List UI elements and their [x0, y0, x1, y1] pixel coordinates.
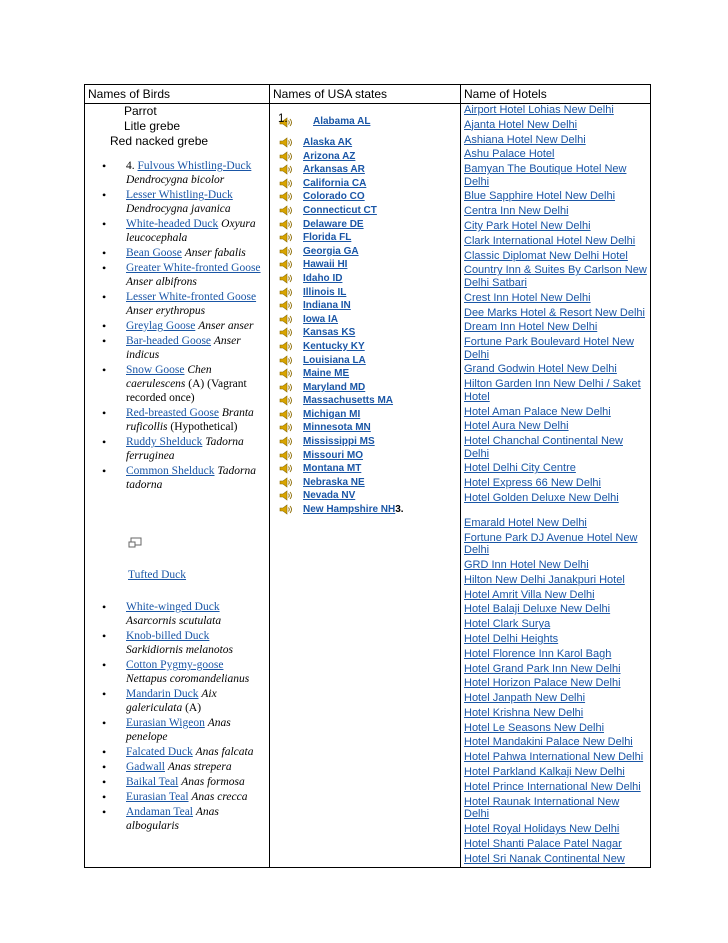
hotel-item [464, 751, 647, 764]
hotel-link[interactable]: Hotel Clark Surya [464, 618, 551, 631]
bird-link[interactable]: Bean Goose [126, 247, 182, 259]
missing-image-icon [88, 532, 266, 562]
speaker-icon[interactable] [279, 382, 293, 393]
state-item [273, 354, 457, 368]
state-item [273, 258, 457, 272]
hotel-item [464, 205, 647, 218]
state-link[interactable]: Minnesota MN [303, 422, 371, 434]
hotel-item [464, 307, 647, 320]
hotel-link[interactable]: Hotel Amrit Villa New Delhi [464, 588, 595, 601]
bird-item [88, 600, 266, 628]
bird-plain: Red nacked grebe [110, 134, 209, 148]
state-item [273, 340, 457, 354]
hotel-link[interactable]: Blue Sapphire Hotel New Delhi [464, 190, 616, 203]
speaker-icon[interactable] [279, 178, 293, 189]
bird-link[interactable]: Cotton Pygmy-goose [126, 659, 224, 671]
speaker-icon[interactable] [279, 327, 293, 338]
speaker-icon[interactable] [279, 490, 293, 501]
state-link[interactable]: Nevada NV [303, 490, 356, 502]
state-link[interactable]: Idaho ID [303, 272, 343, 284]
hotel-link[interactable]: Airport Hotel Lohias New Delhi [464, 104, 614, 116]
hotel-list-b [464, 517, 647, 865]
state-item [273, 408, 457, 422]
state-tail-number: 3. [395, 504, 404, 516]
state-item [273, 476, 457, 490]
bird-link[interactable]: White-winged Duck [126, 601, 220, 613]
bird-scientific-name: Anas falcata [195, 746, 254, 758]
bird-scientific-name: Anas formosa [181, 776, 245, 788]
hotel-link[interactable]: Ashiana Hotel New Delhi [464, 133, 586, 146]
hotel-item [464, 163, 647, 188]
state-link[interactable]: Arkansas AR [303, 164, 365, 176]
bird-scientific-name: Anser erythropus [126, 305, 206, 317]
bird-item [88, 406, 266, 434]
speaker-icon[interactable] [279, 151, 293, 162]
hotel-link[interactable]: Hotel Parkland Kalkaji New Delhi [464, 766, 625, 779]
hotel-item [464, 796, 647, 821]
state-item [273, 177, 457, 191]
state-link[interactable]: Iowa IA [303, 313, 339, 325]
hotel-link[interactable]: Hotel Chanchal Continental New Delhi [464, 435, 623, 460]
state-item [273, 136, 457, 150]
state-item [273, 313, 457, 327]
state-link[interactable]: Maine ME [303, 368, 350, 380]
bird-number: 4. [126, 160, 138, 172]
speaker-icon[interactable] [279, 259, 293, 270]
speaker-icon[interactable] [279, 219, 293, 230]
bird-item [88, 805, 266, 833]
hotel-link[interactable]: Dee Marks Hotel & Resort New Delhi [464, 306, 645, 319]
speaker-icon[interactable] [279, 409, 293, 420]
state-item [273, 218, 457, 232]
speaker-icon[interactable] [279, 232, 293, 243]
bird-item [88, 363, 266, 405]
hotel-link[interactable]: Hotel Horizon Palace New Delhi [464, 677, 621, 690]
header-birds: Names of Birds [85, 85, 270, 104]
state-link[interactable]: New Hampshire NH [303, 504, 396, 516]
hotel-link[interactable]: Hotel Krishna New Delhi [464, 706, 584, 719]
hotel-item [464, 663, 647, 676]
hotel-item [464, 148, 647, 161]
bird-item [88, 290, 266, 318]
state-item [273, 326, 457, 340]
bird-item [88, 261, 266, 289]
bird-item [88, 745, 266, 759]
state-link[interactable]: Hawaii HI [303, 259, 348, 271]
states-list [273, 136, 457, 517]
state-link[interactable]: Louisiana LA [303, 354, 366, 366]
hotel-link[interactable]: Hilton Garden Inn New Delhi / Saket Hotel [464, 378, 641, 403]
hotel-link[interactable]: GRD Inn Hotel New Delhi [464, 558, 589, 571]
hotel-link[interactable]: Ajanta Hotel New Delhi [464, 118, 578, 131]
bird-link[interactable]: Gadwall [126, 761, 165, 773]
state-link[interactable]: Nebraska NE [303, 476, 365, 488]
state-item [273, 421, 457, 435]
hotel-item [464, 618, 647, 631]
state-link[interactable]: Florida FL [303, 232, 352, 244]
state-item [273, 299, 457, 313]
speaker-icon[interactable] [279, 436, 293, 447]
bird-link[interactable]: Common Shelduck [126, 465, 215, 477]
hotel-item [464, 823, 647, 836]
hotel-link[interactable]: Hotel Raunak International New Delhi [464, 795, 620, 821]
state-item [273, 272, 457, 286]
hotel-link[interactable]: Classic Diplomat New Delhi Hotel [464, 249, 628, 262]
hotel-item [464, 220, 647, 233]
state-item [273, 503, 457, 517]
bird-scientific-name: Dendrocygna bicolor [126, 174, 225, 186]
birds-cell [85, 104, 270, 868]
hotel-link[interactable]: Centra Inn New Delhi [464, 205, 569, 218]
bird-plain: Parrot [124, 104, 157, 118]
bird-item [88, 159, 266, 187]
header-hotels: Name of Hotels [461, 85, 651, 104]
state-link[interactable]: Alabama AL [313, 116, 371, 127]
state-link[interactable]: Montana MT [303, 463, 362, 475]
hotel-link[interactable]: Hotel Shanti Palace Patel Nagar [464, 837, 622, 850]
hotel-item [464, 134, 647, 147]
bird-scientific-name: Nettapus coromandelianus [126, 673, 250, 685]
bird-scientific-name: Anas penelope [126, 717, 231, 743]
header-states: Names of USA states [270, 85, 461, 104]
bird-item [88, 760, 266, 774]
header-row [85, 85, 651, 104]
bird-item [88, 687, 266, 715]
speaker-icon[interactable] [279, 164, 293, 175]
bird-scientific-name: Oxyura leucocephala [126, 218, 256, 244]
hotel-item [464, 633, 647, 646]
hotel-link[interactable]: Hotel Delhi City Centre [464, 462, 576, 475]
state-first-row [273, 104, 457, 136]
state-item [273, 245, 457, 259]
hotel-link[interactable]: Hotel Janpath New Delhi [464, 692, 586, 705]
hotel-item [464, 378, 647, 403]
tufted-duck-link[interactable]: Tufted Duck [128, 569, 187, 581]
hotel-item [464, 420, 647, 433]
state-item [273, 449, 457, 463]
hotel-link[interactable]: Hotel Aura New Delhi [464, 420, 569, 433]
state-link[interactable]: Illinois IL [303, 286, 347, 298]
hotel-item [464, 435, 647, 460]
state-link[interactable]: Massachusetts MA [303, 395, 394, 407]
hotel-item [464, 707, 647, 720]
hotel-item [464, 648, 647, 661]
hotel-link[interactable]: Bamyan The Boutique Hotel New Delhi [464, 163, 627, 188]
bird-item [88, 464, 266, 492]
speaker-icon[interactable] [279, 137, 293, 148]
state-item [273, 381, 457, 395]
speaker-icon[interactable] [279, 450, 293, 461]
hotel-link[interactable]: Hotel Balaji Deluxe New Delhi [464, 603, 611, 616]
hotel-item [464, 574, 647, 587]
bird-note: (A) [182, 702, 202, 714]
state-link[interactable]: California CA [303, 177, 367, 189]
hotel-item [464, 492, 647, 505]
bird-note: (A) (Vagrant recorded once) [126, 378, 247, 404]
state-item [273, 204, 457, 218]
state-link[interactable]: Colorado CO [303, 191, 365, 203]
hotel-link[interactable]: City Park Hotel New Delhi [464, 220, 591, 233]
speaker-icon[interactable] [279, 205, 293, 216]
speaker-icon[interactable] [279, 355, 293, 366]
bird-link[interactable]: Fulvous Whistling-Duck [137, 160, 252, 172]
bird-item [88, 334, 266, 362]
bird-link[interactable]: Knob-billed Duck [126, 630, 210, 642]
bird-link[interactable]: White-headed Duck [126, 218, 219, 230]
hotel-link[interactable]: Hotel Grand Park Inn New Delhi [464, 662, 621, 675]
state-item [273, 367, 457, 381]
state-link[interactable]: Kansas KS [303, 327, 356, 339]
bird-scientific-name: Anas strepera [167, 761, 232, 773]
bird-item [88, 629, 266, 657]
bird-scientific-name: Tadorna ferruginea [126, 436, 244, 462]
bird-link[interactable]: Red-breasted Goose [126, 407, 219, 419]
hotel-link[interactable]: Grand Godwin Hotel New Delhi [464, 363, 617, 376]
hotel-link[interactable]: Hotel Royal Holidays New Delhi [464, 822, 620, 835]
hotel-item [464, 517, 647, 530]
bird-item [88, 790, 266, 804]
bird-list-b [88, 600, 266, 833]
bird-item [88, 716, 266, 744]
hotel-link[interactable]: Hotel Sri Nanak Continental New [464, 852, 625, 865]
bird-scientific-name: Anser anser [198, 320, 254, 332]
hotel-link[interactable]: Hotel Pahwa International New Delhi [464, 751, 644, 764]
bird-scientific-name: Anas crecca [191, 791, 248, 803]
bird-scientific-name: Chen caerulescens [126, 364, 212, 390]
tufted-duck-link-row [88, 568, 266, 590]
bird-scientific-name: Anser fabalis [184, 247, 246, 259]
state-link[interactable]: Michigan MI [303, 408, 361, 420]
bird-link[interactable]: Andaman Teal [126, 806, 194, 818]
bird-link[interactable]: Eurasian Teal [126, 791, 189, 803]
hotel-link[interactable]: Hotel Aman Palace New Delhi [464, 405, 611, 418]
speaker-icon[interactable] [279, 341, 293, 352]
hotel-item [464, 406, 647, 419]
hotel-item [464, 104, 647, 117]
hotel-item [464, 736, 647, 749]
states-cell [270, 104, 461, 868]
hotel-item [464, 603, 647, 616]
hotel-link[interactable]: Clark International Hotel New Delhi [464, 234, 636, 247]
bird-item [88, 217, 266, 245]
hotel-item [464, 559, 647, 572]
state-item [273, 394, 457, 408]
speaker-icon[interactable] [279, 314, 293, 325]
hotel-item [464, 838, 647, 851]
hotel-item [464, 190, 647, 203]
state-number: 1. [278, 113, 288, 125]
bird-item [88, 319, 266, 333]
bird-link[interactable]: Bar-headed Goose [126, 335, 212, 347]
hotel-link[interactable]: Country Inn & Suites By Carlson New Delhi Satbari [464, 264, 647, 289]
hotel-link[interactable]: Emarald Hotel New Delhi [464, 516, 587, 529]
hotel-link[interactable]: Hotel Le Seasons New Delhi [464, 721, 605, 734]
bird-plain: Litle grebe [124, 119, 181, 133]
bird-scientific-name: Branta ruficollis [126, 407, 254, 433]
hotel-item [464, 766, 647, 779]
hotel-item [464, 692, 647, 705]
bird-link[interactable]: Falcated Duck [126, 746, 193, 758]
hotel-list-a [464, 104, 647, 505]
hotel-link[interactable]: Hotel Mandakini Palace New Delhi [464, 736, 633, 749]
bird-link[interactable]: Eurasian Wigeon [126, 717, 205, 729]
state-link[interactable]: Georgia GA [303, 245, 359, 257]
bird-note: (Hypothetical) [167, 421, 238, 433]
bird-list-a [88, 159, 266, 492]
main-table [84, 84, 651, 868]
bird-scientific-name: Aix galericulata [126, 688, 217, 714]
bird-link[interactable]: Greylag Goose [126, 320, 196, 332]
bird-link[interactable]: Mandarin Duck [126, 688, 199, 700]
bird-item [88, 435, 266, 463]
bird-scientific-name: Anser indicus [126, 335, 241, 361]
speaker-icon[interactable] [279, 395, 293, 406]
hotel-item [464, 853, 647, 866]
hotel-item [464, 722, 647, 735]
bird-item [88, 188, 266, 216]
hotel-item [464, 532, 647, 557]
bird-link[interactable]: Lesser White-fronted Goose [126, 291, 257, 303]
hotel-item [464, 321, 647, 334]
hotel-item [464, 781, 647, 794]
hotel-link[interactable]: Hotel Express 66 New Delhi [464, 477, 601, 490]
state-item [273, 286, 457, 300]
state-item [273, 190, 457, 204]
state-item [273, 462, 457, 476]
bird-scientific-name: Dendrocygna javanica [126, 203, 231, 215]
bird-scientific-name: Sarkidiornis melanotos [126, 644, 234, 656]
state-link[interactable]: Maryland MD [303, 381, 366, 393]
speaker-icon[interactable] [279, 463, 293, 474]
hotel-item [464, 250, 647, 263]
hotel-item [464, 264, 647, 289]
speaker-icon[interactable] [279, 477, 293, 488]
hotel-item [464, 589, 647, 602]
hotel-link[interactable]: Ashu Palace Hotel [464, 148, 555, 161]
bird-link[interactable]: Greater White-fronted Goose [126, 262, 261, 274]
state-link[interactable]: Indiana IN [303, 300, 351, 312]
hotel-link[interactable]: Hotel Delhi Heights [464, 632, 559, 645]
bird-link[interactable]: Ruddy Shelduck [126, 436, 203, 448]
state-item [273, 150, 457, 164]
state-link[interactable]: Arizona AZ [303, 150, 356, 162]
speaker-icon[interactable] [279, 504, 293, 515]
hotel-item [464, 677, 647, 690]
speaker-icon[interactable] [279, 300, 293, 311]
bird-scientific-name: Asarcornis scutulata [126, 615, 222, 627]
hotel-link[interactable]: Dream Inn Hotel New Delhi [464, 321, 598, 334]
hotel-gap [464, 507, 647, 517]
hotel-item [464, 336, 647, 361]
state-link[interactable]: Alaska AK [303, 137, 353, 148]
speaker-icon[interactable] [279, 368, 293, 379]
state-link[interactable]: Kentucky KY [303, 340, 365, 352]
hotel-link[interactable]: Hotel Prince International New Delhi [464, 780, 641, 793]
hotel-item [464, 119, 647, 132]
bird-scientific-name: Anser albifrons [126, 276, 197, 288]
hotel-link[interactable]: Fortune Park DJ Avenue Hotel New Delhi [464, 531, 638, 557]
state-item [273, 231, 457, 245]
state-link[interactable]: Delaware DE [303, 218, 364, 230]
speaker-icon[interactable] [279, 287, 293, 298]
hotel-item [464, 235, 647, 248]
bird-item [88, 246, 266, 260]
hotel-link[interactable]: Hotel Florence Inn Karol Bagh [464, 647, 612, 660]
hotel-link[interactable]: Crest Inn Hotel New Delhi [464, 291, 591, 304]
hotel-item [464, 477, 647, 490]
hotel-link[interactable]: Hilton New Delhi Janakpuri Hotel [464, 573, 625, 586]
bird-link[interactable]: Snow Goose [126, 364, 185, 376]
hotel-item [464, 462, 647, 475]
bird-scientific-name: Tadorna tadorna [126, 465, 256, 491]
bird-item [88, 658, 266, 686]
bird-scientific-name: Anas albogularis [126, 806, 219, 832]
speaker-icon[interactable] [279, 246, 293, 257]
hotel-link[interactable]: Hotel Golden Deluxe New Delhi [464, 492, 619, 505]
speaker-icon[interactable] [279, 422, 293, 433]
state-link[interactable]: Mississippi MS [303, 436, 375, 448]
state-link[interactable]: Connecticut CT [303, 204, 377, 216]
state-item [273, 489, 457, 503]
bird-link[interactable]: Baikal Teal [126, 776, 179, 788]
bird-item [88, 775, 266, 789]
hotel-link[interactable]: Fortune Park Boulevard Hotel New Delhi [464, 336, 634, 361]
state-link[interactable]: Missouri MO [303, 449, 364, 461]
speaker-icon[interactable] [279, 273, 293, 284]
hotels-cell [461, 104, 651, 868]
state-item [273, 163, 457, 177]
bird-link[interactable]: Lesser Whistling-Duck [126, 189, 233, 201]
speaker-icon[interactable] [279, 191, 293, 202]
hotel-item [464, 292, 647, 305]
state-item [273, 435, 457, 449]
content-row [85, 104, 651, 868]
hotel-item [464, 363, 647, 376]
